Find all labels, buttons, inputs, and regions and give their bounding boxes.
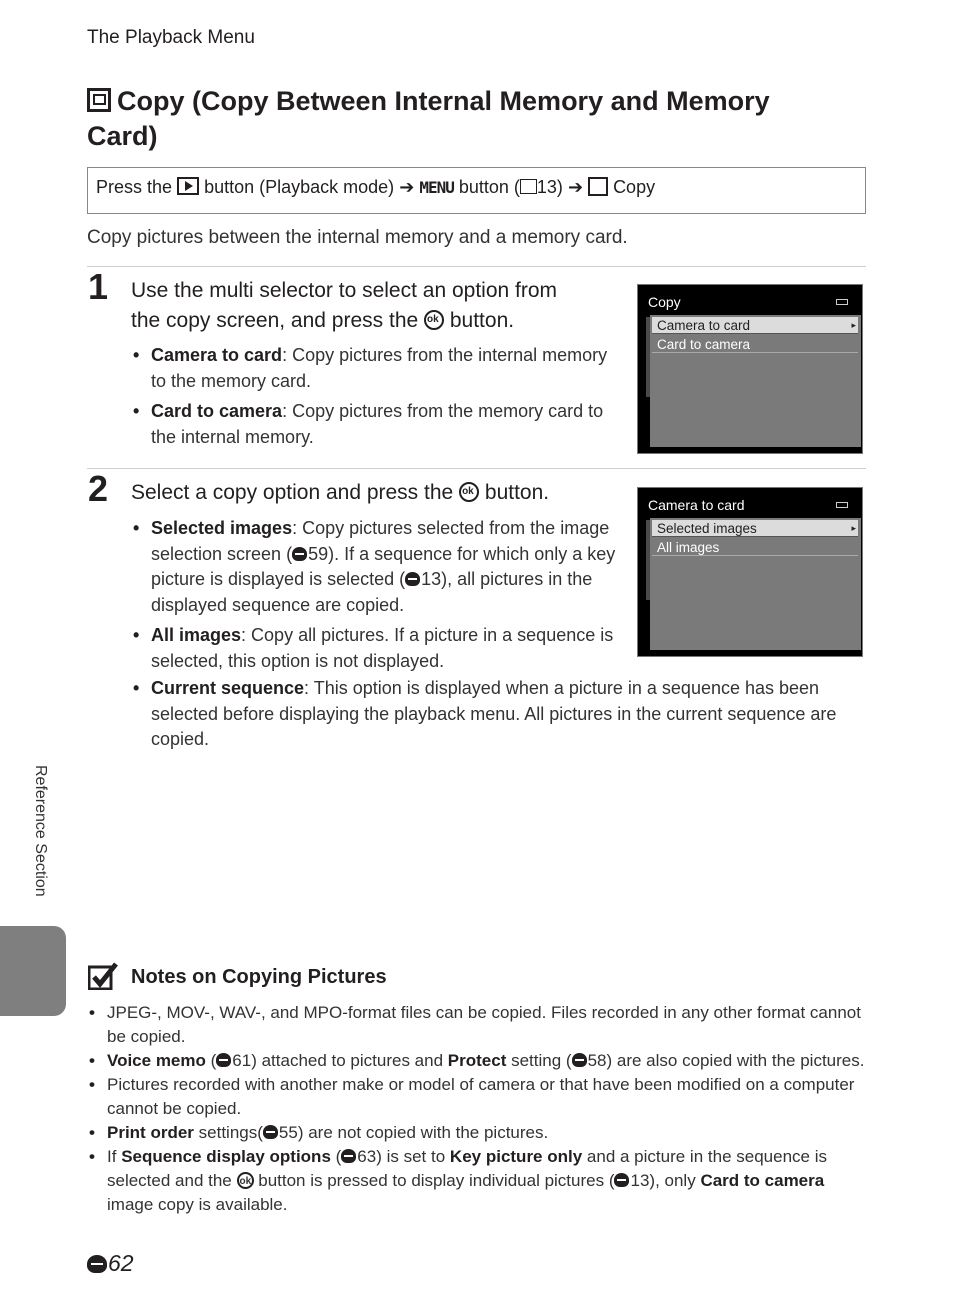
note-term: Protect — [447, 1051, 507, 1070]
note-term: Card to camera — [700, 1171, 825, 1190]
side-label-text: Reference Section — [32, 765, 49, 897]
bullet-term: Camera to card — [151, 345, 283, 365]
list-item — [131, 516, 619, 618]
page-ref: 55 — [278, 1123, 298, 1142]
note-text: and a picture in the sequence is selected and the — [107, 1147, 827, 1190]
note-text: ) are also copied with the pictures. — [606, 1051, 865, 1070]
note-text: If — [107, 1147, 117, 1166]
reference-section-icon — [614, 1173, 629, 1187]
menu-path-box — [87, 167, 866, 214]
nav-menu-button: button ( — [458, 177, 520, 197]
step-2-line-end: button. — [484, 481, 550, 504]
screen-option: All images — [652, 539, 858, 556]
reference-section-icon — [405, 572, 420, 586]
page-title — [87, 84, 847, 154]
menu-button-label: MENU — [419, 178, 454, 197]
note-term: Sequence display options — [121, 1147, 331, 1166]
step-2-number: 2 — [88, 468, 109, 509]
checkmark-icon — [88, 962, 118, 990]
battery-icon — [836, 299, 848, 305]
bullet-desc: : Copy pictures from the internal memory to the memory card. — [151, 345, 608, 391]
step-1-line-2-end: button. — [449, 309, 515, 332]
list-item: • If Sequence display options ( 63) is set to Key picture only and a picture in the sequence is selected and the ok button is pressed to display individual pictures ( 13), only Card to camera image copy is available. — [87, 1145, 867, 1217]
screen-title: Camera to card — [648, 497, 745, 513]
ok-button-icon — [424, 310, 444, 330]
note-term: Key picture only — [449, 1147, 583, 1166]
bullet-desc: : Copy pictures from the memory card to the internal memory. — [151, 401, 604, 447]
list-item — [87, 1121, 867, 1145]
divider — [87, 266, 866, 267]
section-tab — [0, 926, 66, 1016]
note-term: Voice memo — [107, 1051, 206, 1070]
nav-ref-page: 13) — [536, 177, 563, 197]
page-ref: 61 — [232, 1051, 252, 1070]
list-item — [87, 1073, 867, 1121]
notes-list — [87, 1001, 867, 1217]
page-ref: 63 — [357, 1147, 377, 1166]
bullet-desc: ). If a sequence for which only a key picture is displayed is selected ( — [151, 543, 616, 589]
nav-press-the: Press the — [96, 177, 173, 197]
reference-section-icon — [263, 1125, 278, 1139]
reference-section-icon — [216, 1053, 231, 1067]
reference-section-icon — [341, 1149, 356, 1163]
nav-copy-label: Copy — [613, 177, 656, 197]
step-1-bullets — [131, 343, 611, 455]
bullet-term: Current sequence — [151, 678, 305, 698]
page-ref: 59 — [308, 543, 329, 564]
camera-screen-camera-to-card — [637, 487, 863, 657]
step-2-bullets-wide — [131, 676, 871, 758]
camera-screen-copy — [637, 284, 863, 454]
note-text: ), only — [649, 1171, 696, 1190]
nav-playback-button: button (Playback mode) — [204, 177, 395, 197]
step-1-instruction — [131, 276, 557, 336]
playback-button-icon — [177, 177, 199, 195]
screen-sidebar — [646, 520, 650, 600]
note-text: JPEG-, MOV-, WAV-, and MPO-format files can be copied. Files recorded in any other format cannot be copied. — [107, 1003, 861, 1046]
reference-section-icon — [292, 547, 307, 561]
screen-panel — [650, 518, 861, 650]
divider — [87, 468, 866, 469]
page-number-text: 62 — [108, 1250, 134, 1276]
reference-section-icon — [572, 1053, 587, 1067]
note-term: Print order — [107, 1123, 194, 1142]
arrow-icon-2: ➔ — [567, 177, 584, 197]
list-item — [87, 1001, 867, 1049]
note-text: ) attached to pictures and — [251, 1051, 444, 1070]
step-1-line-2: the copy screen, and press the — [131, 309, 419, 332]
page-number — [87, 1250, 134, 1277]
note-text: button is pressed to display individual pictures ( — [258, 1171, 615, 1190]
list-item: • Voice memo ( 61) attached to pictures and Protect setting ( 58) are also copied with the pictures. — [87, 1049, 867, 1073]
running-header: The Playback Menu — [87, 27, 255, 48]
note-text: image copy is available. — [107, 1195, 288, 1214]
ok-button-icon — [237, 1172, 254, 1189]
screen-option-selected: Camera to card ▸ — [652, 317, 858, 334]
note-text: ) is set to — [376, 1147, 446, 1166]
bullet-term: All images — [151, 625, 242, 645]
side-section-label — [22, 765, 62, 915]
battery-icon — [836, 502, 848, 508]
screen-option: Card to camera — [652, 336, 858, 353]
note-text: setting ( — [511, 1051, 572, 1070]
bullet-desc: : Copy pictures selected from the image selection screen ( — [151, 518, 610, 564]
bullet-desc: : This option is displayed when a picture in a sequence has been selected before displaying the playback menu. All pictures in the current sequence are copied. — [151, 678, 837, 749]
note-text: settings( — [198, 1123, 263, 1142]
bullet-term: Card to camera — [151, 401, 283, 421]
screen-option-selected: Selected images ▸ — [652, 520, 858, 537]
page-ref: 13 — [630, 1171, 650, 1190]
note-text: ) are not copied with the pictures. — [297, 1123, 549, 1142]
step-2-bullets — [131, 516, 619, 679]
ok-button-icon — [459, 482, 479, 502]
step-1-line-1: Use the multi selector to select an option from — [131, 279, 558, 302]
step-1-number: 1 — [88, 266, 109, 307]
screen-title: Copy — [648, 294, 681, 310]
notes-title: Notes on Copying Pictures — [131, 966, 387, 988]
note-text: Pictures recorded with another make or model of camera or that have been modified on a computer cannot be copied. — [107, 1075, 855, 1118]
list-item — [131, 623, 619, 674]
step-2-line: Select a copy option and press the — [131, 481, 454, 504]
copy-icon — [87, 88, 111, 112]
book-icon — [520, 179, 537, 194]
reference-section-icon — [87, 1255, 107, 1273]
bullet-desc: ), all pictures in the displayed sequence are copied. — [151, 569, 593, 615]
list-item — [131, 343, 611, 394]
bullet-desc: : Copy all pictures. If a picture in a sequence is selected, this option is not displayed. — [151, 625, 614, 671]
list-item — [131, 676, 871, 753]
page-title-text: Copy (Copy Between Internal Memory and Memory Card) — [87, 86, 770, 151]
screen-panel — [650, 315, 861, 447]
list-item — [131, 399, 611, 450]
step-2-instruction — [131, 478, 549, 508]
page-ref: 13 — [421, 569, 442, 589]
page-ref: 58 — [587, 1051, 607, 1070]
arrow-icon: ➔ — [399, 177, 415, 197]
bullet-term: Selected images — [151, 518, 293, 538]
screen-sidebar — [646, 317, 650, 397]
copy-icon-small — [588, 177, 608, 196]
intro-text: Copy pictures between the internal memory and a memory card. — [87, 227, 628, 248]
